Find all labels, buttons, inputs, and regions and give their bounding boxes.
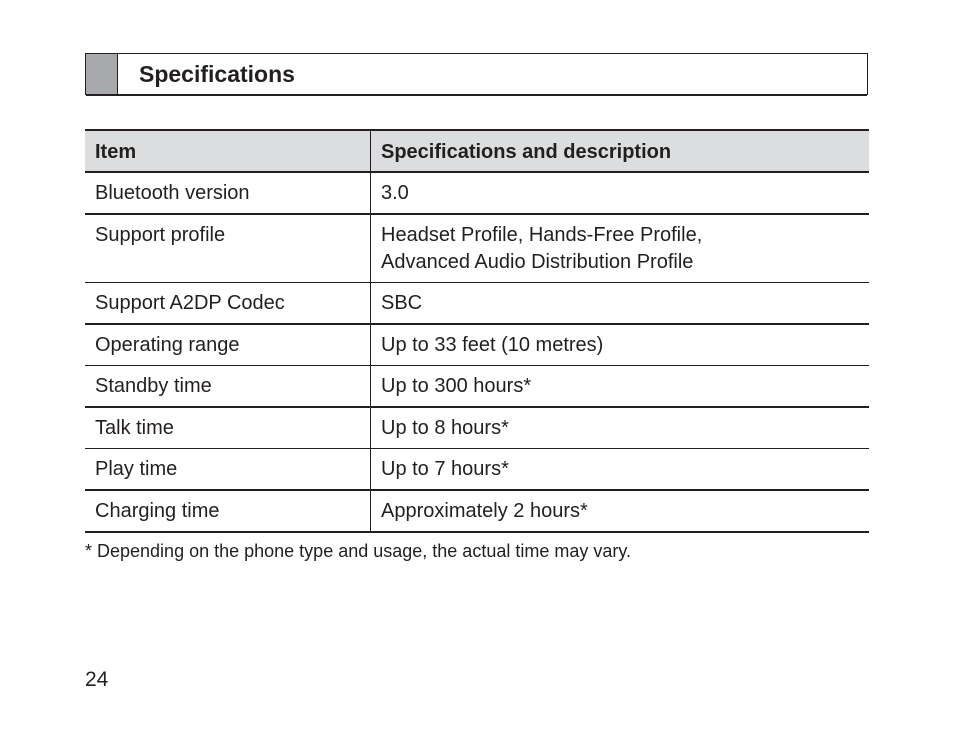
row-item: Charging time xyxy=(85,490,371,532)
specifications-table xyxy=(85,129,869,533)
row-item: Standby time xyxy=(85,366,371,408)
heading-tab-marker xyxy=(86,54,118,94)
row-item: Play time xyxy=(85,449,371,491)
row-value: Approximately 2 hours* xyxy=(381,500,588,522)
page-number: 24 xyxy=(85,668,109,691)
table-row xyxy=(85,407,869,449)
table-row xyxy=(85,214,869,283)
header-item: Item xyxy=(85,130,371,172)
header-spec: Specifications and description xyxy=(381,141,672,163)
row-item: Support A2DP Codec xyxy=(85,283,371,325)
row-value: SBC xyxy=(381,292,423,314)
table-header-row xyxy=(85,130,869,172)
row-value: Headset Profile, Hands-Free Profile, Advanced Audio Distribution Profile xyxy=(381,224,703,273)
table-row xyxy=(85,366,869,408)
table-row xyxy=(85,172,869,214)
row-value: Up to 300 hours* xyxy=(381,375,532,397)
row-value: 3.0 xyxy=(381,182,409,204)
table-row xyxy=(85,490,869,532)
row-value: Up to 33 feet (10 metres) xyxy=(381,334,604,356)
row-value: Up to 8 hours* xyxy=(381,417,509,439)
section-heading xyxy=(85,53,868,95)
row-item: Bluetooth version xyxy=(85,172,371,214)
table-row xyxy=(85,283,869,325)
row-item: Operating range xyxy=(85,324,371,366)
row-item: Talk time xyxy=(85,407,371,449)
table-row xyxy=(85,449,869,491)
table-row xyxy=(85,324,869,366)
row-item: Support profile xyxy=(85,214,371,283)
row-value: Up to 7 hours* xyxy=(381,458,509,480)
section-title: Specifications xyxy=(139,60,295,87)
footnote: * Depending on the phone type and usage, the actual time may vary. xyxy=(85,541,632,561)
